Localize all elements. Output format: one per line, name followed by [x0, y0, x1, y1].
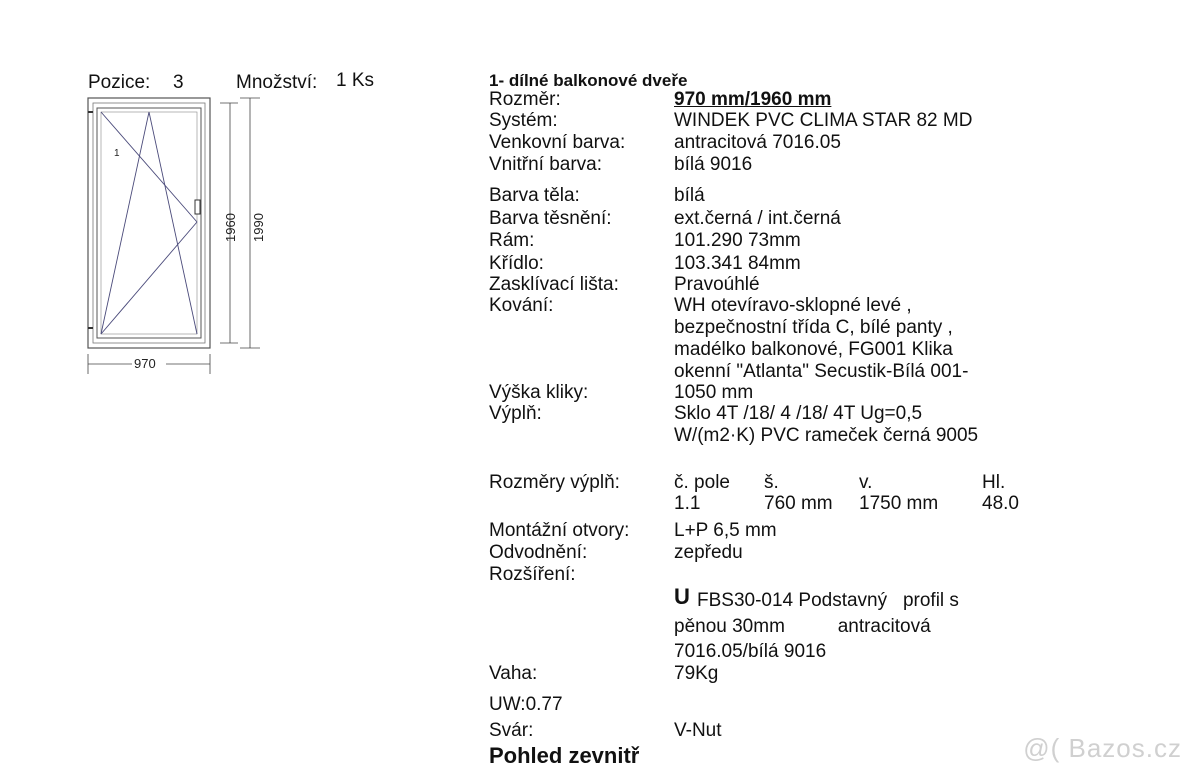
row-value-rozmer: 970 mm/1960 mm — [674, 89, 832, 110]
rozs-label: Rozšíření: — [489, 564, 576, 585]
fill-dims-cell-pole: 1.1 — [674, 493, 701, 514]
rozs-line3: 7016.05/bílá 9016 — [674, 641, 827, 662]
dim-inner-height: 1960 — [223, 213, 238, 242]
row-label-venkovni: Venkovní barva: — [489, 132, 626, 153]
row-value-vnitrni: bílá 9016 — [674, 154, 753, 175]
row-label-kridlo: Křídlo: — [489, 253, 544, 274]
fill-dims-header-sirka: š. — [764, 472, 779, 493]
mont-value: L+P 6,5 mm — [674, 520, 777, 541]
sash-number: 1 — [114, 148, 120, 159]
row-label-barva-tela: Barva těla: — [489, 185, 580, 206]
row-label-tesneni: Barva těsnění: — [489, 208, 612, 229]
fill-dims-cell-sirka: 760 mm — [764, 493, 833, 514]
dim-width: 970 — [134, 356, 156, 371]
fill-dims-header-vyska: v. — [859, 472, 873, 493]
vaha-value: 79Kg — [674, 663, 719, 684]
row-value-tesneni: ext.černá / int.černá — [674, 208, 841, 229]
svar-label: Svár: — [489, 720, 534, 741]
row-value-vypln-line1: Sklo 4T /18/ 4 /18/ 4T Ug=0,5 — [674, 403, 923, 424]
row-label-vnitrni: Vnitřní barva: — [489, 154, 602, 175]
fill-dims-label: Rozměry výplň: — [489, 472, 620, 493]
row-value-system: WINDEK PVC CLIMA STAR 82 MD — [674, 110, 973, 131]
row-value-kridlo: 103.341 84mm — [674, 253, 801, 274]
dim-outer-height: 1990 — [251, 213, 266, 242]
door-drawing — [80, 92, 280, 382]
row-value-barva-tela: bílá — [674, 185, 705, 206]
row-label-zasklivaci: Zasklívací lišta: — [489, 274, 619, 295]
row-value-kovani-line4: okenní "Atlanta" Secustik-Bílá 001- — [674, 361, 969, 382]
mont-label: Montážní otvory: — [489, 520, 630, 541]
mnozstvi-label: Množství: — [236, 72, 318, 93]
rozs-line1: FBS30-014 Podstavný profil s — [697, 590, 959, 611]
row-value-zasklivaci: Pravoúhlé — [674, 274, 760, 295]
svar-value: V-Nut — [674, 720, 722, 741]
footer-title: Pohled zevnitř — [489, 743, 640, 768]
row-label-rozmer: Rozměr: — [489, 89, 561, 110]
fill-dims-header-hloubka: Hl. — [982, 472, 1006, 493]
odvod-label: Odvodnění: — [489, 542, 588, 563]
odvod-value: zepředu — [674, 542, 743, 563]
row-label-kovani: Kování: — [489, 295, 554, 316]
row-value-kovani-line3: madélko balkonové, FG001 Klika — [674, 339, 953, 360]
mnozstvi-value: 1 Ks — [336, 70, 375, 91]
pozice-value: 3 — [173, 72, 184, 93]
row-value-ram: 101.290 73mm — [674, 230, 801, 251]
row-value-kovani-line1: WH otevíravo-sklopné levé , — [674, 295, 912, 316]
row-label-vyska-kliky: Výška kliky: — [489, 382, 589, 403]
product-title: 1- dílné balkonové dveře — [489, 71, 688, 90]
uw-value: UW:0.77 — [489, 694, 563, 715]
vaha-label: Vaha: — [489, 663, 538, 684]
row-label-vypln: Výplň: — [489, 403, 542, 424]
watermark: @( Bazos.cz — [1023, 733, 1182, 763]
fill-dims-cell-vyska: 1750 mm — [859, 493, 939, 514]
fill-dims-cell-hloubka: 48.0 — [982, 493, 1019, 514]
row-value-vyska-kliky: 1050 mm — [674, 382, 754, 403]
row-value-venkovni: antracitová 7016.05 — [674, 132, 841, 153]
row-value-kovani-line2: bezpečnostní třída C, bílé panty , — [674, 317, 953, 338]
rozs-line2: pěnou 30mm antracitová — [674, 616, 931, 637]
row-value-vypln-line2: W/(m2·K) PVC rameček černá 9005 — [674, 425, 979, 446]
pozice-label: Pozice: — [88, 72, 151, 93]
fill-dims-header-pole: č. pole — [674, 472, 730, 493]
row-label-ram: Rám: — [489, 230, 535, 251]
row-label-system: Systém: — [489, 110, 558, 131]
rozs-letter: U — [674, 584, 690, 609]
